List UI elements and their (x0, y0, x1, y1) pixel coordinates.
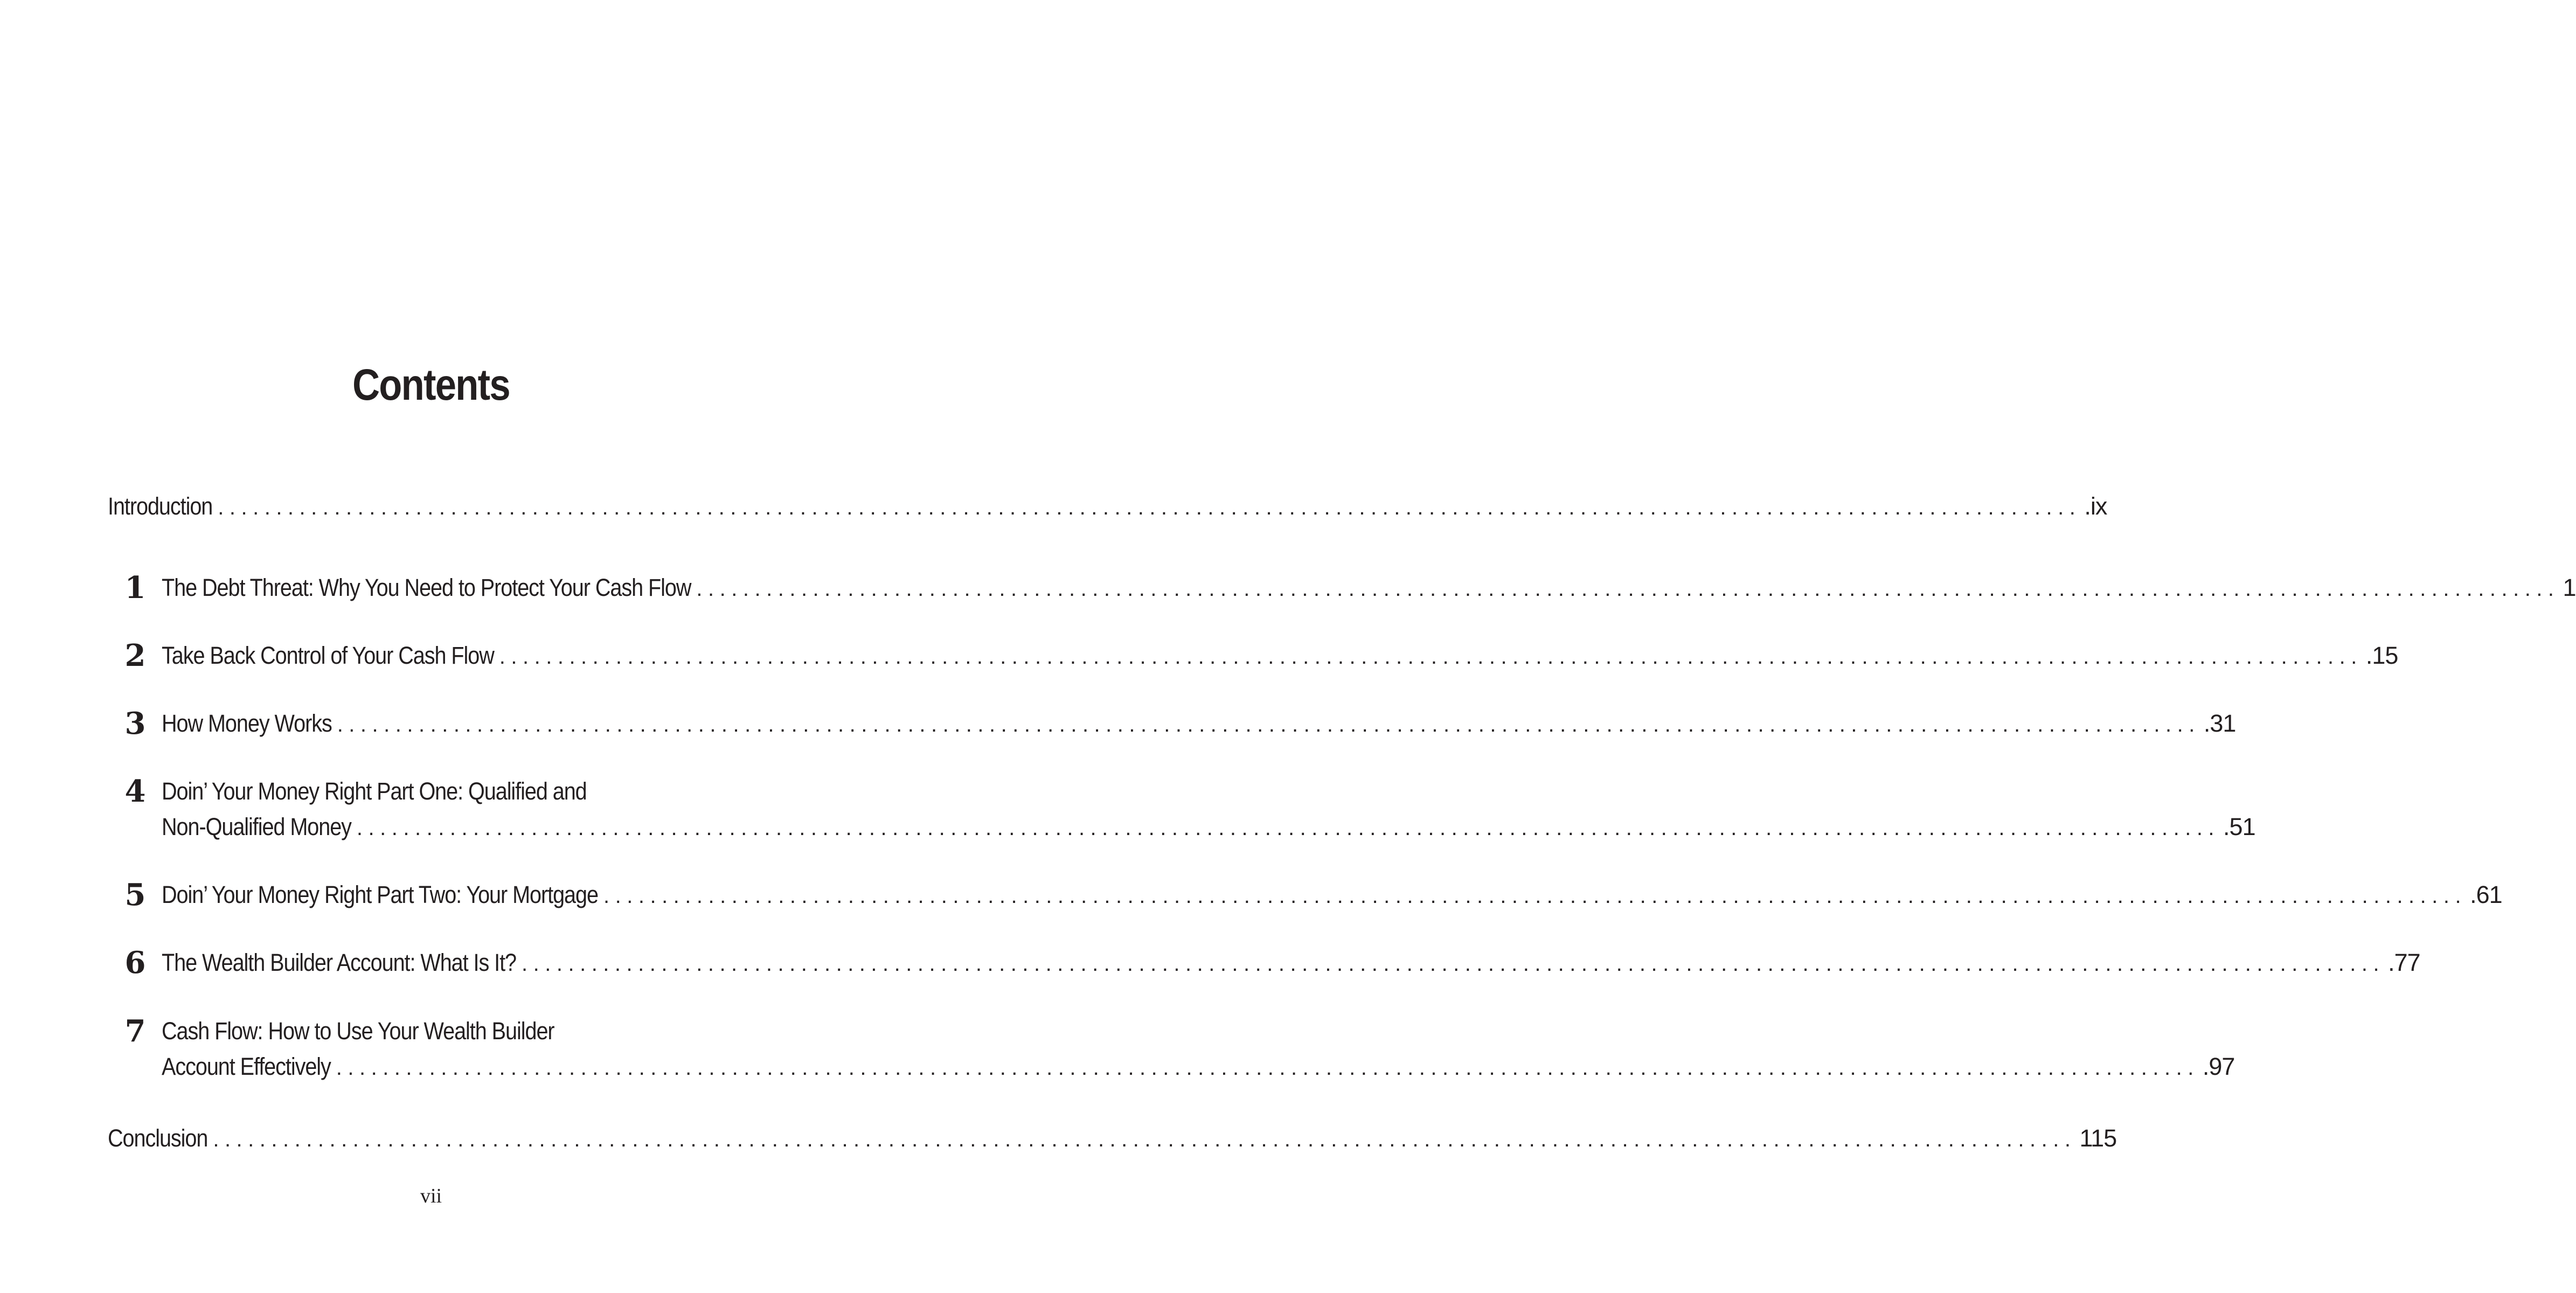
toc-entry-title: Doin’ Your Money Right Part One: Qualified and (162, 777, 587, 805)
toc-line (162, 877, 2502, 913)
toc-entry-body (162, 774, 2255, 845)
toc-entry-title-continued: Account Effectively (162, 1053, 331, 1080)
toc-entry-title: The Debt Threat: Why You Need to Protect Your Cash Flow (162, 574, 691, 601)
toc-line (162, 774, 755, 809)
toc-page-number: .15 (2365, 642, 2398, 669)
toc-page-number: 1 (2563, 574, 2576, 601)
toc-line (108, 489, 2107, 524)
toc-page-number: 115 (2079, 1124, 2117, 1152)
toc-line (108, 1121, 2117, 1156)
chapter-number: 4 (124, 774, 146, 809)
dot-leader: ................................................................................................................................................................ (499, 645, 2363, 669)
page-title: Contents (352, 360, 510, 409)
toc-entry-conclusion (108, 1121, 2117, 1156)
toc-entry-body (162, 706, 2236, 741)
toc-line (162, 1049, 2235, 1085)
toc-line (162, 809, 2255, 845)
toc-entry-introduction (108, 489, 2107, 524)
dot-leader: ................................................................................................................................................................ (218, 496, 2081, 519)
toc-entry-body (162, 638, 2398, 673)
toc-entry-body (162, 945, 2420, 981)
dot-leader: ................................................................................................................................................................ (696, 577, 2560, 601)
toc-line (162, 945, 2420, 981)
chapter-number: 3 (124, 706, 146, 741)
toc-entry-body (162, 570, 2576, 606)
toc-page-number: .51 (2223, 813, 2255, 840)
toc-page-number: .97 (2202, 1053, 2235, 1080)
dot-leader: ................................................................................................................................................................ (522, 952, 2385, 976)
chapter-number: 2 (124, 638, 146, 673)
toc-line (162, 570, 2576, 606)
toc-page-number: .31 (2203, 710, 2236, 737)
dot-leader: ................................................................................................................................................................ (336, 1056, 2199, 1080)
toc-entry-title: Take Back Control of Your Cash Flow (162, 642, 494, 669)
toc-entry-title: The Wealth Builder Account: What Is It? (162, 949, 517, 976)
dot-leader: ................................................................................................................................................................ (213, 1128, 2077, 1151)
dot-leader: ................................................................................................................................................................ (337, 713, 2200, 736)
toc-entry-title: Conclusion (108, 1124, 208, 1152)
toc-entry-title: Cash Flow: How to Use Your Wealth Builder (162, 1017, 554, 1045)
chapter-number: 7 (124, 1013, 146, 1049)
toc-entry-title: How Money Works (162, 710, 332, 737)
chapter-number: 1 (124, 570, 146, 606)
toc-entry-body (162, 1013, 2235, 1085)
toc-line (162, 1013, 755, 1049)
toc-entry-body (162, 877, 2502, 913)
page-folio: vii (420, 1185, 442, 1207)
toc-page-number: .77 (2388, 949, 2420, 976)
dot-leader: ................................................................................................................................................................ (603, 884, 2467, 908)
toc-entry-title-continued: Non-Qualified Money (162, 813, 351, 840)
toc-entry-title: Introduction (108, 492, 213, 520)
toc-entry-title: Doin’ Your Money Right Part Two: Your Mortgage (162, 881, 598, 908)
toc-line (162, 706, 2236, 741)
chapter-number: 5 (124, 877, 146, 913)
toc-page-number: .61 (2470, 881, 2502, 908)
chapter-number: 6 (124, 945, 146, 981)
dot-leader: ................................................................................................................................................................ (356, 816, 2220, 840)
toc-page-number: .ix (2084, 492, 2107, 520)
toc-line (162, 638, 2398, 673)
